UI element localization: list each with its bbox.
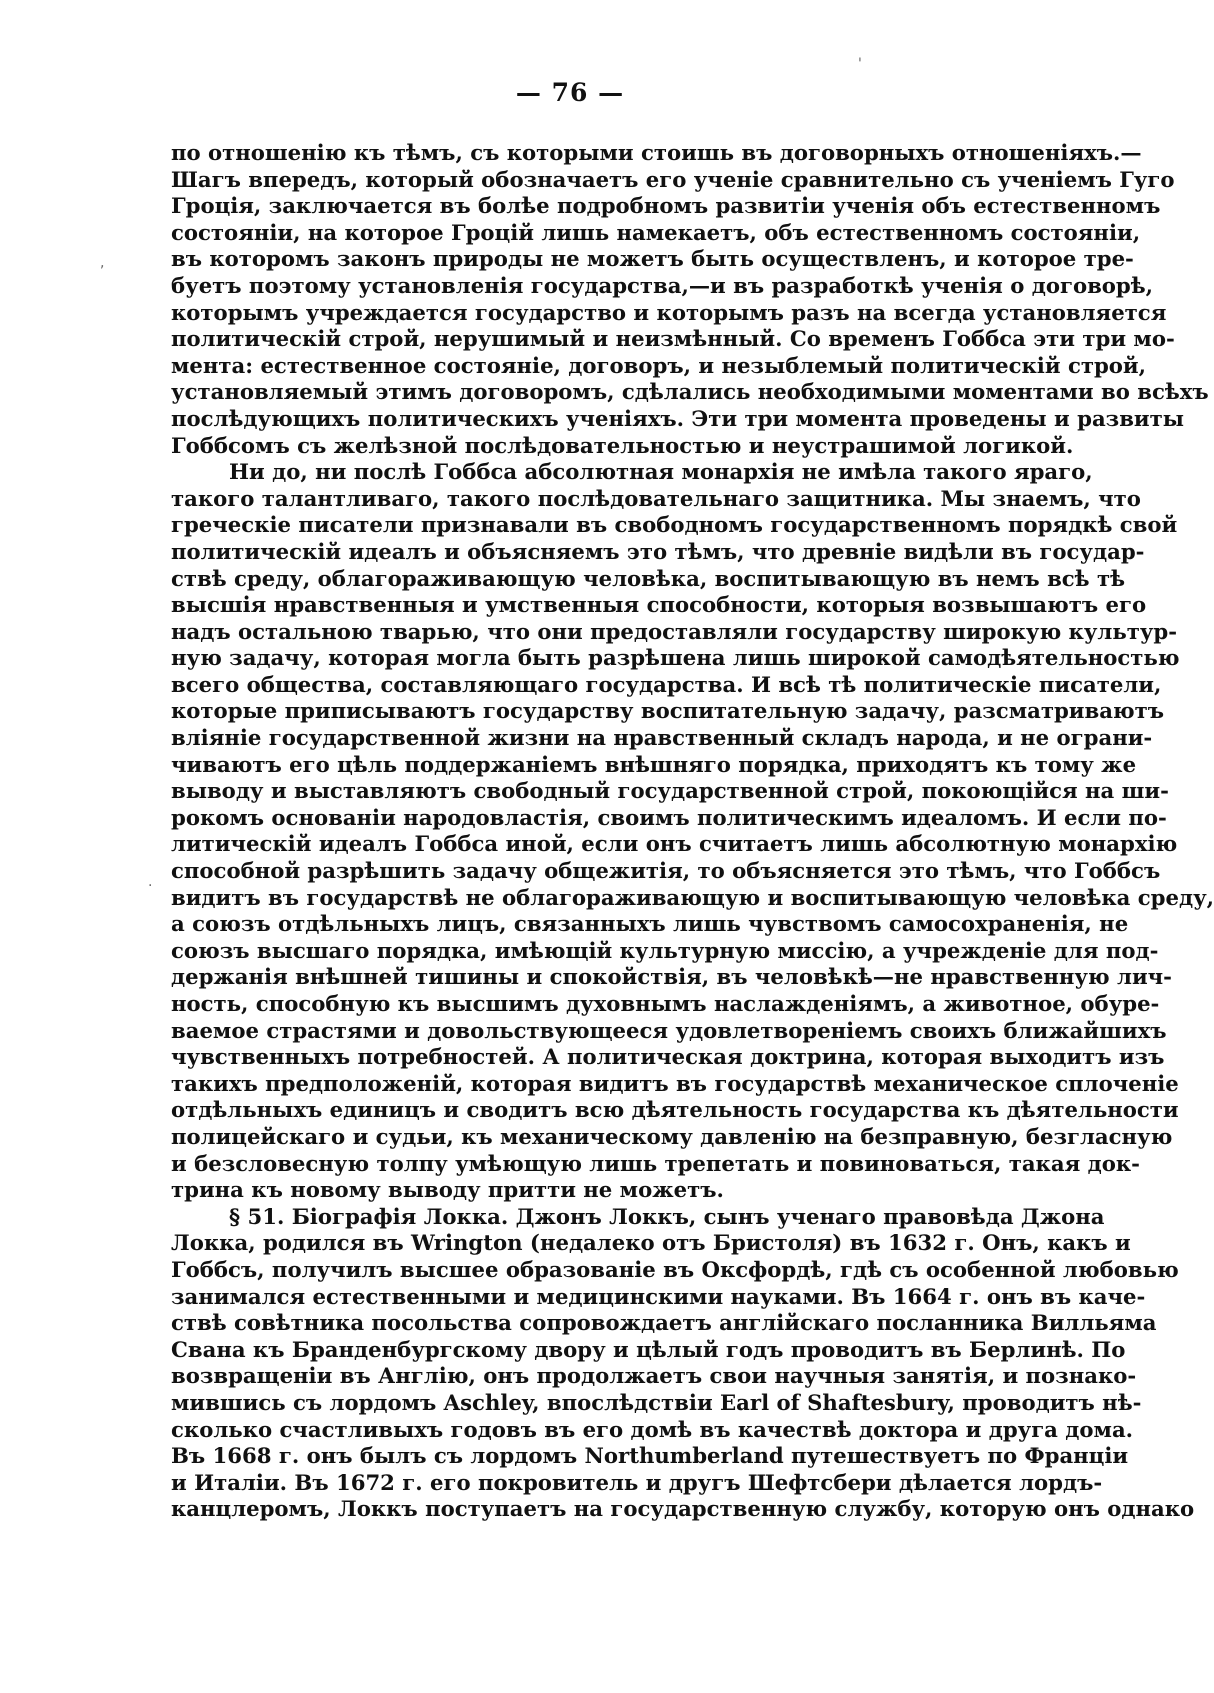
text-line: такого талантливаго, такого послѣдовательнаго защитника. Мы знаемъ, что — [171, 485, 1141, 511]
text-line: ность, способную къ высшимъ духовнымъ наслажденіямъ, а животное, обуре- — [171, 991, 1160, 1016]
text-line: возвращеніи въ Англію, онъ продолжаетъ свои научныя занятія, и познако- — [171, 1363, 1137, 1389]
text-line: буетъ поэтому установленія государства,—и въ разработкѣ ученія о договорѣ, — [171, 272, 1154, 298]
text-line: полицейскаго и судьи, къ механическому давленію на безправную, безгласную — [171, 1123, 1173, 1149]
text-line: чиваютъ его цѣль поддержаніемъ внѣшняго порядка, приходятъ къ тому же — [171, 751, 1137, 777]
text-line: Локка, родился въ Wrington (недалеко отъ Бристоля) въ 1632 г. Онъ, какъ и — [171, 1230, 1131, 1256]
text-line: Шагъ впередъ, который обозначаетъ его ученіе сравнительно съ ученіемъ Гуго — [171, 166, 1175, 192]
text-line: греческіе писатели признавали въ свободномъ государственномъ порядкѣ свой — [171, 512, 1178, 538]
paragraph-start-line: Ни до, ни послѣ Гоббса абсолютная монархія не имѣла такого яраго, — [229, 459, 1093, 485]
text-line: Гроція, заключается въ болѣе подробномъ развитіи ученія объ естественномъ — [171, 193, 1161, 219]
text-line: ствѣ совѣтника посольства сопровождаетъ англійскаго посланника Вилльяма — [171, 1310, 1157, 1336]
text-line: послѣдующихъ политическихъ ученіяхъ. Эти три момента проведены и развиты — [171, 405, 1184, 431]
text-line: Въ 1668 г. онъ былъ съ лордомъ Northumberland путешествуетъ по Франціи — [171, 1443, 1129, 1469]
text-line: по отношенію къ тѣмъ, съ которыми стоишь въ договорныхъ отношеніяхъ.— — [171, 140, 1142, 165]
text-line: чувственныхъ потребностей. А политическая доктрина, которая выходитъ изъ — [171, 1044, 1165, 1070]
text-line: высшія нравственныя и умственныя способности, которыя возвышаютъ его — [171, 592, 1147, 618]
text-line: состояніи, на которое Гроцій лишь намекаетъ, объ естественномъ состояніи, — [171, 219, 1141, 245]
margin-speck: ' — [858, 56, 862, 72]
text-line: вліяніе государственной жизни на нравственный складъ народа, и не ограни- — [171, 725, 1153, 751]
section-heading-line: § 51. Біографія Локка. Джонъ Локкъ, сынъ ученаго правовѣда Джона — [229, 1203, 1105, 1229]
text-line: и безсловесную толпу умѣющую лишь трепетать и повиноваться, такая док- — [171, 1150, 1140, 1176]
text-line: выводу и выставляютъ свободный государственной строй, покоющійся на ши- — [171, 778, 1169, 804]
text-line: установляемый этимъ договоромъ, сдѣлались необходимыми моментами во всѣхъ — [171, 379, 1209, 405]
text-line: ваемое страстями и довольствующееся удовлетвореніемъ своихъ ближайшихъ — [171, 1017, 1167, 1043]
text-line: надъ остальною тварью, что они предоставляли государству широкую культур- — [171, 618, 1178, 644]
text-line: видитъ въ государствѣ не облагораживающую и воспитывающую человѣка среду, — [171, 884, 1214, 910]
text-line: а союзъ отдѣльныхъ лицъ, связанныхъ лишь чувствомъ самосохраненія, не — [171, 911, 1129, 937]
margin-speck: · — [148, 878, 153, 894]
text-line: всего общества, составляющаго государства. И всѣ тѣ политическіе писатели, — [171, 671, 1162, 697]
text-line: литическій идеалъ Гоббса иной, если онъ считаетъ лишь абсолютную монархію — [171, 831, 1178, 857]
margin-speck: , — [100, 255, 105, 271]
text-line: въ которомъ законъ природы не можетъ быть осуществленъ, и которое тре- — [171, 246, 1134, 272]
page-number: — 76 — — [515, 78, 625, 107]
text-line: политическій идеалъ и объясняемъ это тѣмъ, что древніе видѣли въ государ- — [171, 538, 1145, 564]
text-line: союзъ высшаго порядка, имѣющій культурную миссію, а учрежденіе для под- — [171, 937, 1159, 963]
text-line: такихъ предположеній, которая видитъ въ государствѣ механическое сплоченіе — [171, 1070, 1179, 1096]
text-line: Гоббсомъ съ желѣзной послѣдовательностью и неустрашимой логикой. — [171, 432, 1074, 458]
text-line: мившись съ лордомъ Aschley, впослѣдствіи Earl of Shaftesbury, проводитъ нѣ- — [171, 1389, 1142, 1415]
text-line: ствѣ среду, облагораживающую человѣка, воспитывающую въ немъ всѣ тѣ — [171, 565, 1125, 591]
text-line: трина къ новому выводу притти не можетъ. — [171, 1177, 724, 1203]
text-line: Гоббсъ, получилъ высшее образованіе въ Оксфордѣ, гдѣ съ особенной любовью — [171, 1256, 1179, 1282]
text-line: держанія внѣшней тишины и спокойствія, въ человѣкѣ—не нравственную лич- — [171, 964, 1172, 990]
text-line: ную задачу, которая могла быть разрѣшена лишь широкой самодѣятельностью — [171, 645, 1180, 671]
body-text — [171, 140, 1214, 1523]
text-line: занимался естественными и медицинскими науками. Въ 1664 г. онъ въ каче- — [171, 1283, 1146, 1309]
text-line: политическій строй, нерушимый и неизмѣнный. Со временъ Гоббса эти три мо- — [171, 326, 1175, 352]
text-line: сколько счастливыхъ годовъ въ его домѣ въ качествѣ доктора и друга дома. — [171, 1416, 1134, 1442]
text-line: мента: естественное состояніе, договоръ, и незыблемый политическій строй, — [171, 352, 1147, 378]
text-line: рокомъ основаніи народовластія, своимъ политическимъ идеаломъ. И если по- — [171, 804, 1167, 830]
text-line: канцлеромъ, Локкъ поступаетъ на государственную службу, которую онъ однако — [171, 1496, 1195, 1522]
text-line: и Италіи. Въ 1672 г. его покровитель и другъ Шефтсбери дѣлается лордъ- — [171, 1469, 1103, 1495]
text-line: способной разрѣшить задачу общежитія, то объясняется это тѣмъ, что Гоббсъ — [171, 858, 1161, 884]
text-line: отдѣльныхъ единицъ и сводитъ всю дѣятельность государства къ дѣятельности — [171, 1097, 1179, 1123]
text-line: которымъ учреждается государство и которымъ разъ на всегда установляется — [171, 299, 1167, 325]
text-line: Свана къ Бранденбургскому двору и цѣлый годъ проводитъ въ Берлинѣ. По — [171, 1336, 1126, 1362]
text-line: которые приписываютъ государству воспитательную задачу, разсматриваютъ — [171, 698, 1165, 724]
